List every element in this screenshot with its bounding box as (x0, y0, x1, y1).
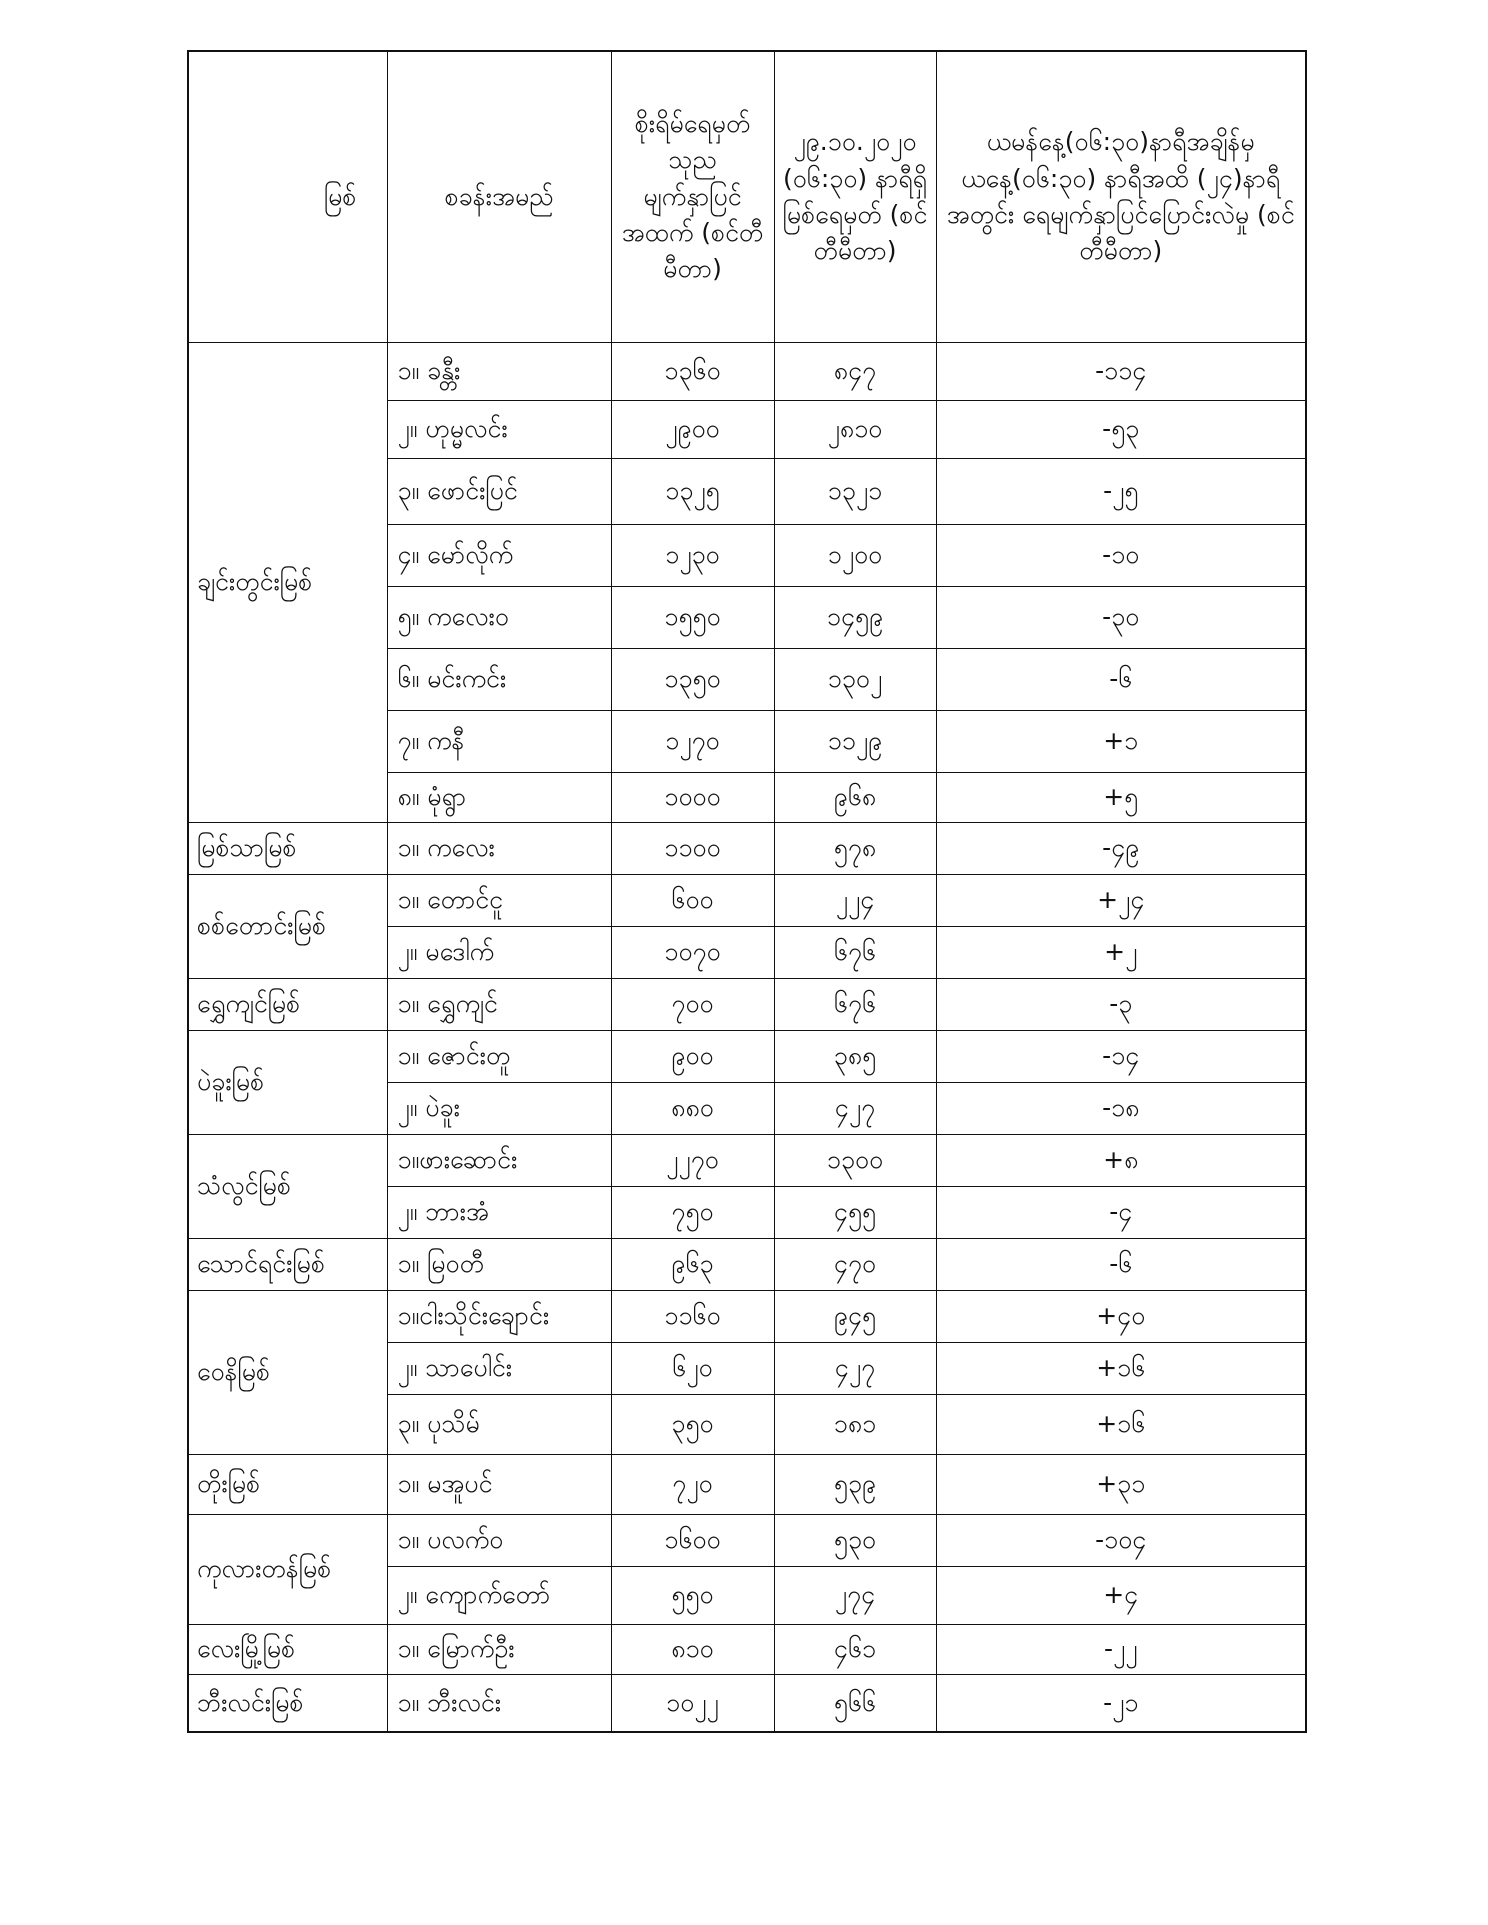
level-change-cell: -၃၀ (936, 586, 1306, 648)
level-change-cell: +၁ (936, 710, 1306, 772)
danger-level-cell: ၂၂၇၀ (611, 1134, 774, 1186)
level-change-cell: -၁၁၄ (936, 342, 1306, 400)
header-station: စခန်းအမည် (387, 51, 611, 342)
current-level-cell: ၄၆၁ (774, 1624, 936, 1674)
station-name-cell: ၁။ မအူပင် (387, 1454, 611, 1514)
river-name-cell: ရွှေကျင်မြစ် (188, 978, 387, 1030)
river-name-cell: စစ်တောင်းမြစ် (188, 874, 387, 978)
station-name-cell: ၆။ မင်းကင်း (387, 648, 611, 710)
station-name-cell: ၁။ တောင်ငူ (387, 874, 611, 926)
table-row (188, 1134, 1306, 1186)
river-name-cell: ကုလားတန်မြစ် (188, 1514, 387, 1624)
level-change-cell: -၁၀၄ (936, 1514, 1306, 1566)
level-change-cell: +၂ (936, 926, 1306, 978)
table-row (188, 1674, 1306, 1732)
table-row (188, 874, 1306, 926)
station-name-cell: ၂။ ဘားအံ (387, 1186, 611, 1238)
danger-level-cell: ၆၂၀ (611, 1342, 774, 1394)
table-row (188, 1030, 1306, 1082)
river-name-cell: ဝေနိမြစ် (188, 1290, 387, 1454)
river-name-cell: မြစ်သာမြစ် (188, 822, 387, 874)
current-level-cell: ၄၂၇ (774, 1342, 936, 1394)
station-name-cell: ၇။ ကနီ (387, 710, 611, 772)
current-level-cell: ၁၃၂၁ (774, 458, 936, 524)
current-level-cell: ၂၂၄ (774, 874, 936, 926)
danger-level-cell: ၁၁၆၀ (611, 1290, 774, 1342)
danger-level-cell: ၁၀၂၂ (611, 1674, 774, 1732)
current-level-cell: ၁၄၅၉ (774, 586, 936, 648)
current-level-cell: ၂၈၁၀ (774, 400, 936, 458)
current-level-cell: ၉၄၅ (774, 1290, 936, 1342)
danger-level-cell: ၁၃၆၀ (611, 342, 774, 400)
current-level-cell: ၂၇၄ (774, 1566, 936, 1624)
station-name-cell: ၃။ ဖောင်းပြင် (387, 458, 611, 524)
danger-level-cell: ၁၃၂၅ (611, 458, 774, 524)
river-name-cell: သံလွင်မြစ် (188, 1134, 387, 1238)
current-level-cell: ၄၇၀ (774, 1238, 936, 1290)
level-change-cell: -၁၀ (936, 524, 1306, 586)
river-name-cell: တိုးမြစ် (188, 1454, 387, 1514)
table-row (188, 1290, 1306, 1342)
danger-level-cell: ၁၃၅၀ (611, 648, 774, 710)
station-name-cell: ၁။ ကလေး (387, 822, 611, 874)
river-water-level-table (187, 50, 1307, 1733)
current-level-cell: ၈၄၇ (774, 342, 936, 400)
station-name-cell: ၂။ ပဲခူး (387, 1082, 611, 1134)
danger-level-cell: ၁၂၃၀ (611, 524, 774, 586)
station-name-cell: ၂။ သာပေါင်း (387, 1342, 611, 1394)
header-24h-change: ယမန်နေ့(၀၆:၃၀)နာရီအချိန်မှ ယနေ့(၀၆:၃၀) နာရီအထိ (၂၄)နာရီအတွင်း ရေမျက်နှာပြင်ပြောင်းလဲမှု (စင်တီမီတာ) (936, 51, 1306, 342)
current-level-cell: ၁၁၂၉ (774, 710, 936, 772)
danger-level-cell: ၁၆၀၀ (611, 1514, 774, 1566)
level-change-cell: +၄ (936, 1566, 1306, 1624)
danger-level-cell: ၈၈၀ (611, 1082, 774, 1134)
level-change-cell: -၆ (936, 1238, 1306, 1290)
river-name-cell: သောင်ရင်းမြစ် (188, 1238, 387, 1290)
danger-level-cell: ၉၆၃ (611, 1238, 774, 1290)
level-change-cell: -၁၈ (936, 1082, 1306, 1134)
danger-level-cell: ၉၀၀ (611, 1030, 774, 1082)
header-current-level: ၂၉.၁၀.၂၀၂၀ (၀၆:၃၀) နာရီရှိ မြစ်ရေမှတ် (စင်တီမီတာ) (774, 51, 936, 342)
river-name-cell: ဘီးလင်းမြစ် (188, 1674, 387, 1732)
danger-level-cell: ၁၁၀၀ (611, 822, 774, 874)
current-level-cell: ၅၃၀ (774, 1514, 936, 1566)
danger-level-cell: ၈၁၀ (611, 1624, 774, 1674)
current-level-cell: ၁၃၀၂ (774, 648, 936, 710)
table-row (188, 1454, 1306, 1514)
table-row (188, 1238, 1306, 1290)
current-level-cell: ၅၃၉ (774, 1454, 936, 1514)
level-change-cell: +၁၆ (936, 1394, 1306, 1454)
current-level-cell: ၁၂၀၀ (774, 524, 936, 586)
danger-level-cell: ၇၂၀ (611, 1454, 774, 1514)
station-name-cell: ၁။ မြဝတီ (387, 1238, 611, 1290)
danger-level-cell: ၁၅၅၀ (611, 586, 774, 648)
current-level-cell: ၅၆၆ (774, 1674, 936, 1732)
station-name-cell: ၁။ ပလက်ဝ (387, 1514, 611, 1566)
level-change-cell: -၂၅ (936, 458, 1306, 524)
level-change-cell: -၁၄ (936, 1030, 1306, 1082)
station-name-cell: ၄။ မော်လိုက် (387, 524, 611, 586)
level-change-cell: -၆ (936, 648, 1306, 710)
level-change-cell: +၅ (936, 772, 1306, 822)
header-river: မြစ် (188, 51, 387, 342)
danger-level-cell: ၅၅၀ (611, 1566, 774, 1624)
header-row (188, 51, 1306, 342)
level-change-cell: +၃၁ (936, 1454, 1306, 1514)
station-name-cell: ၅။ ကလေးဝ (387, 586, 611, 648)
river-name-cell: လေးမြို့မြစ် (188, 1624, 387, 1674)
level-change-cell: +၄၀ (936, 1290, 1306, 1342)
level-change-cell: -၄၉ (936, 822, 1306, 874)
table-row (188, 342, 1306, 400)
danger-level-cell: ၇၀၀ (611, 978, 774, 1030)
level-change-cell: -၂၁ (936, 1674, 1306, 1732)
station-name-cell: ၁။ငါးသိုင်းချောင်း (387, 1290, 611, 1342)
table-row (188, 978, 1306, 1030)
danger-level-cell: ၃၅၀ (611, 1394, 774, 1454)
station-name-cell: ၂။ ကျောက်တော် (387, 1566, 611, 1624)
station-name-cell: ၂။ ဟုမ္မလင်း (387, 400, 611, 458)
level-change-cell: +၁၆ (936, 1342, 1306, 1394)
level-change-cell: -၂၂ (936, 1624, 1306, 1674)
river-name-cell: ပဲခူးမြစ် (188, 1030, 387, 1134)
station-name-cell: ၃။ ပုသိမ် (387, 1394, 611, 1454)
current-level-cell: ၁၈၁ (774, 1394, 936, 1454)
station-name-cell: ၁။ မြောက်ဦး (387, 1624, 611, 1674)
station-name-cell: ၁။ ဘီးလင်း (387, 1674, 611, 1732)
station-name-cell: ၈။ မုံရွာ (387, 772, 611, 822)
danger-level-cell: ၁၂၇၀ (611, 710, 774, 772)
station-name-cell: ၁။ဖားဆောင်း (387, 1134, 611, 1186)
danger-level-cell: ၇၅၀ (611, 1186, 774, 1238)
current-level-cell: ၉၆၈ (774, 772, 936, 822)
current-level-cell: ၅၇၈ (774, 822, 936, 874)
current-level-cell: ၆၇၆ (774, 978, 936, 1030)
table-row (188, 822, 1306, 874)
table-row (188, 1624, 1306, 1674)
danger-level-cell: ၆၀၀ (611, 874, 774, 926)
station-name-cell: ၁။ ရွှေကျင် (387, 978, 611, 1030)
table-row (188, 1514, 1306, 1566)
level-change-cell: +၈ (936, 1134, 1306, 1186)
station-name-cell: ၁။ ဇောင်းတူ (387, 1030, 611, 1082)
level-change-cell: -၄ (936, 1186, 1306, 1238)
header-danger-level: စိုးရိမ်ရေမှတ် သုည မျက်နှာပြင် အထက် (စင်တီမီတာ) (611, 51, 774, 342)
current-level-cell: ၆၇၆ (774, 926, 936, 978)
danger-level-cell: ၂၉၀၀ (611, 400, 774, 458)
current-level-cell: ၃၈၅ (774, 1030, 936, 1082)
danger-level-cell: ၁၀၀၀ (611, 772, 774, 822)
river-name-cell: ချင်းတွင်းမြစ် (188, 342, 387, 822)
level-change-cell: -၅၃ (936, 400, 1306, 458)
station-name-cell: ၂။ မဒေါက် (387, 926, 611, 978)
current-level-cell: ၁၃၀၀ (774, 1134, 936, 1186)
station-name-cell: ၁။ ခန္တီး (387, 342, 611, 400)
danger-level-cell: ၁၀၇၀ (611, 926, 774, 978)
current-level-cell: ၄၅၅ (774, 1186, 936, 1238)
current-level-cell: ၄၂၇ (774, 1082, 936, 1134)
level-change-cell: +၂၄ (936, 874, 1306, 926)
level-change-cell: -၃ (936, 978, 1306, 1030)
